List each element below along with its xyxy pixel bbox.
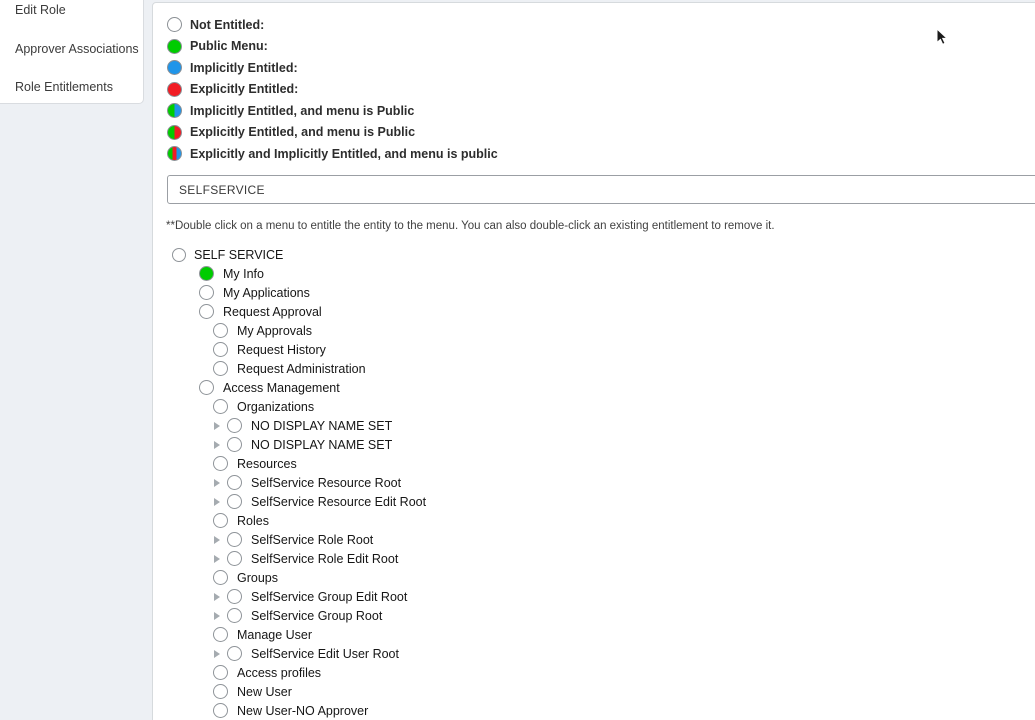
instruction-note: **Double click on a menu to entitle the entity to the menu. You can also double-click an existing entitlement to remove it. bbox=[166, 220, 775, 232]
tree-node-access-management[interactable]: Access Management bbox=[199, 378, 753, 397]
entitlement-state-icon bbox=[213, 342, 228, 357]
expand-arrow-icon[interactable] bbox=[214, 650, 220, 658]
tree-node-selfservice-group-root[interactable]: SelfService Group Root bbox=[214, 606, 753, 625]
tree-node-selfservice-resource-root[interactable]: SelfService Resource Root bbox=[214, 473, 753, 492]
legend-label: Explicitly and Implicitly Entitled, and menu is public bbox=[190, 146, 498, 161]
entitlement-state-icon bbox=[227, 532, 242, 547]
explicit-implicit-public-dot-icon bbox=[167, 146, 182, 161]
entitlement-legend bbox=[167, 14, 498, 165]
entity-name-input[interactable] bbox=[167, 175, 1035, 204]
sidebar-item-edit-role[interactable]: Edit Role bbox=[15, 3, 66, 17]
legend-label: Explicitly Entitled, and menu is Public bbox=[190, 125, 416, 140]
tree-node-self-service[interactable]: SELF SERVICE bbox=[172, 245, 753, 264]
legend-label: Implicitly Entitled, and menu is Public bbox=[190, 103, 415, 118]
entitlement-state-icon bbox=[227, 551, 242, 566]
tree-node-no-display-name-set-2[interactable]: NO DISPLAY NAME SET bbox=[214, 435, 753, 454]
legend-row-implicit-public bbox=[167, 100, 498, 122]
menu-tree bbox=[153, 245, 753, 720]
entitlement-state-icon bbox=[213, 399, 228, 414]
legend-row-explicit-implicit-public bbox=[167, 143, 498, 165]
legend-row-explicitly-entitled bbox=[167, 79, 498, 101]
legend-label: Implicitly Entitled: bbox=[190, 60, 298, 75]
legend-row-not-entitled bbox=[167, 14, 498, 36]
implicitly-entitled-dot-icon bbox=[167, 60, 182, 75]
tree-node-no-display-name-set-1[interactable]: NO DISPLAY NAME SET bbox=[214, 416, 753, 435]
sidebar bbox=[0, 0, 144, 104]
expand-arrow-icon[interactable] bbox=[214, 593, 220, 601]
legend-label: Public Menu: bbox=[190, 39, 268, 54]
tree-node-request-approval[interactable]: Request Approval bbox=[199, 302, 753, 321]
tree-node-selfservice-role-edit-root[interactable]: SelfService Role Edit Root bbox=[214, 549, 753, 568]
sidebar-item-role-entitlements[interactable]: Role Entitlements bbox=[15, 80, 113, 94]
tree-node-access-profiles[interactable]: Access profiles bbox=[213, 663, 753, 682]
expand-arrow-icon[interactable] bbox=[214, 536, 220, 544]
entitlement-state-icon bbox=[227, 646, 242, 661]
entitlement-state-icon bbox=[213, 665, 228, 680]
entitlement-state-icon bbox=[199, 285, 214, 300]
explicit-and-public-dot-icon bbox=[167, 125, 182, 140]
expand-arrow-icon[interactable] bbox=[214, 498, 220, 506]
expand-arrow-icon[interactable] bbox=[214, 422, 220, 430]
entitlement-state-icon bbox=[199, 266, 214, 281]
entitlement-state-icon bbox=[172, 248, 186, 262]
entity-name-value: SELFSERVICE bbox=[179, 182, 265, 197]
tree-node-my-info[interactable]: My Info bbox=[199, 264, 753, 283]
expand-arrow-icon[interactable] bbox=[214, 612, 220, 620]
public-menu-dot-icon bbox=[167, 39, 182, 54]
entitlement-state-icon bbox=[213, 361, 228, 376]
entitlement-state-icon bbox=[227, 418, 242, 433]
entitlement-state-icon bbox=[227, 475, 242, 490]
tree-node-groups[interactable]: Groups bbox=[213, 568, 753, 587]
not-entitled-dot-icon bbox=[167, 17, 182, 32]
entitlement-state-icon bbox=[213, 513, 228, 528]
sidebar-item-approver-associations[interactable]: Approver Associations bbox=[15, 42, 139, 56]
entitlement-state-icon bbox=[227, 437, 242, 452]
entitlement-state-icon bbox=[199, 380, 214, 395]
tree-node-my-approvals[interactable]: My Approvals bbox=[213, 321, 753, 340]
legend-row-explicit-public bbox=[167, 122, 498, 144]
main-panel bbox=[152, 2, 1035, 720]
tree-node-selfservice-edit-user-root[interactable]: SelfService Edit User Root bbox=[214, 644, 753, 663]
tree-node-organizations[interactable]: Organizations bbox=[213, 397, 753, 416]
legend-row-public-menu bbox=[167, 36, 498, 58]
tree-node-resources[interactable]: Resources bbox=[213, 454, 753, 473]
entitlement-state-icon bbox=[213, 323, 228, 338]
expand-arrow-icon[interactable] bbox=[214, 479, 220, 487]
entitlement-state-icon bbox=[213, 456, 228, 471]
expand-arrow-icon[interactable] bbox=[214, 441, 220, 449]
entitlement-state-icon bbox=[227, 494, 242, 509]
legend-label: Explicitly Entitled: bbox=[190, 82, 299, 97]
tree-node-selfservice-resource-edit-root[interactable]: SelfService Resource Edit Root bbox=[214, 492, 753, 511]
entitlement-state-icon bbox=[213, 570, 228, 585]
legend-label: Not Entitled: bbox=[190, 17, 265, 32]
tree-node-new-user[interactable]: New User bbox=[213, 682, 753, 701]
implicit-and-public-dot-icon bbox=[167, 103, 182, 118]
entitlement-state-icon bbox=[213, 703, 228, 718]
tree-node-my-applications[interactable]: My Applications bbox=[199, 283, 753, 302]
tree-node-request-history[interactable]: Request History bbox=[213, 340, 753, 359]
legend-row-implicitly-entitled bbox=[167, 57, 498, 79]
tree-node-new-user-no-approver[interactable]: New User-NO Approver bbox=[213, 701, 753, 720]
expand-arrow-icon[interactable] bbox=[214, 555, 220, 563]
entitlement-state-icon bbox=[213, 627, 228, 642]
tree-node-selfservice-role-root[interactable]: SelfService Role Root bbox=[214, 530, 753, 549]
tree-node-manage-user[interactable]: Manage User bbox=[213, 625, 753, 644]
tree-node-selfservice-group-edit-root[interactable]: SelfService Group Edit Root bbox=[214, 587, 753, 606]
entitlement-state-icon bbox=[227, 589, 242, 604]
entitlement-state-icon bbox=[213, 684, 228, 699]
entitlement-state-icon bbox=[199, 304, 214, 319]
explicitly-entitled-dot-icon bbox=[167, 82, 182, 97]
entitlement-state-icon bbox=[227, 608, 242, 623]
tree-node-request-administration[interactable]: Request Administration bbox=[213, 359, 753, 378]
tree-node-roles[interactable]: Roles bbox=[213, 511, 753, 530]
